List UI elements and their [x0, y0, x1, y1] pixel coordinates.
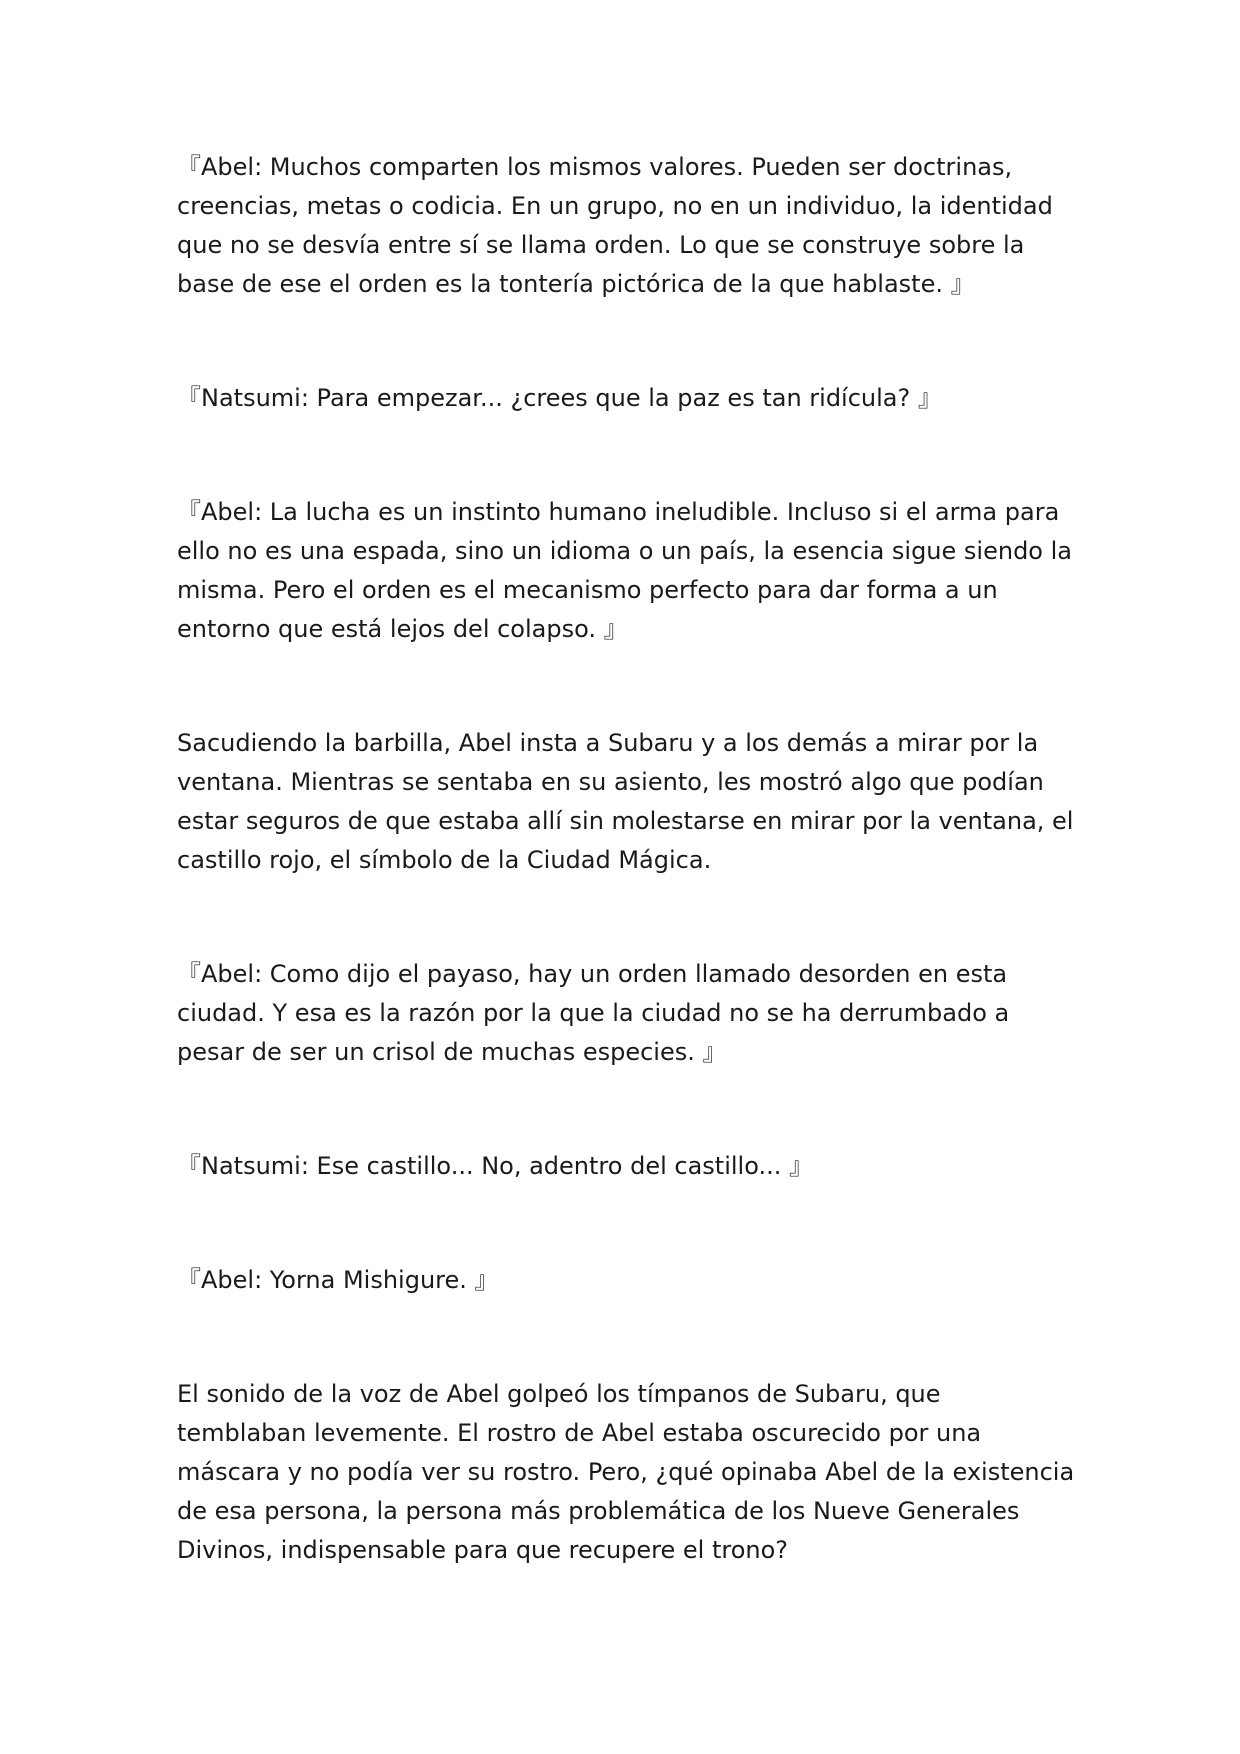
paragraph-natsumi-castle: 『Natsumi: Ese castillo... No, adentro del castillo... 』 — [177, 1152, 813, 1180]
paragraph-narration-window: Sacudiendo la barbilla, Abel insta a Subaru y a los demás a mirar por la ventana. Mientras se sentaba en su asiento, les mostró algo que podían estar seguros de que estaba allí sin molestarse en mirar por la ventana, el castillo rojo, el símbolo de la Ciudad Mágica. — [177, 729, 1074, 874]
paragraph-natsumi-peace: 『Natsumi: Para empezar... ¿crees que la paz es tan ridícula? 』 — [177, 384, 942, 412]
paragraph-abel-yorna: 『Abel: Yorna Mishigure. 』 — [177, 1266, 499, 1294]
paragraph-abel-values: 『Abel: Muchos comparten los mismos valores. Pueden ser doctrinas, creencias, metas o codicia. En un grupo, no en un individuo, la identidad que no se desvía entre sí se llama orden. Lo que se construye sobre la base de ese el orden es la tontería pictórica de la que hablaste. 』 — [177, 153, 1053, 298]
paragraph-abel-struggle: 『Abel: La lucha es un instinto humano ineludible. Incluso si el arma para ello no es una espada, sino un idioma o un país, la esencia sigue siendo la misma. Pero el orden es el mecanismo perfecto para dar forma a un entorno que está lejos del colapso. 』 — [177, 498, 1072, 643]
paragraph-abel-clown: 『Abel: Como dijo el payaso, hay un orden llamado desorden en esta ciudad. Y esa es la razón por la que la ciudad no se ha derrumbado a pesar de ser un crisol de muchas especies. 』 — [177, 960, 1010, 1066]
paragraph-narration-voice: El sonido de la voz de Abel golpeó los tímpanos de Subaru, que temblaban levemente. El rostro de Abel estaba oscurecido por una máscara y no podía ver su rostro. Pero, ¿qué opinaba Abel de la existencia de esa persona, la persona más problemática de los Nueve Generales Divinos, indispensable para que recupere el trono? — [177, 1380, 1075, 1564]
document-body — [177, 148, 1077, 1645]
